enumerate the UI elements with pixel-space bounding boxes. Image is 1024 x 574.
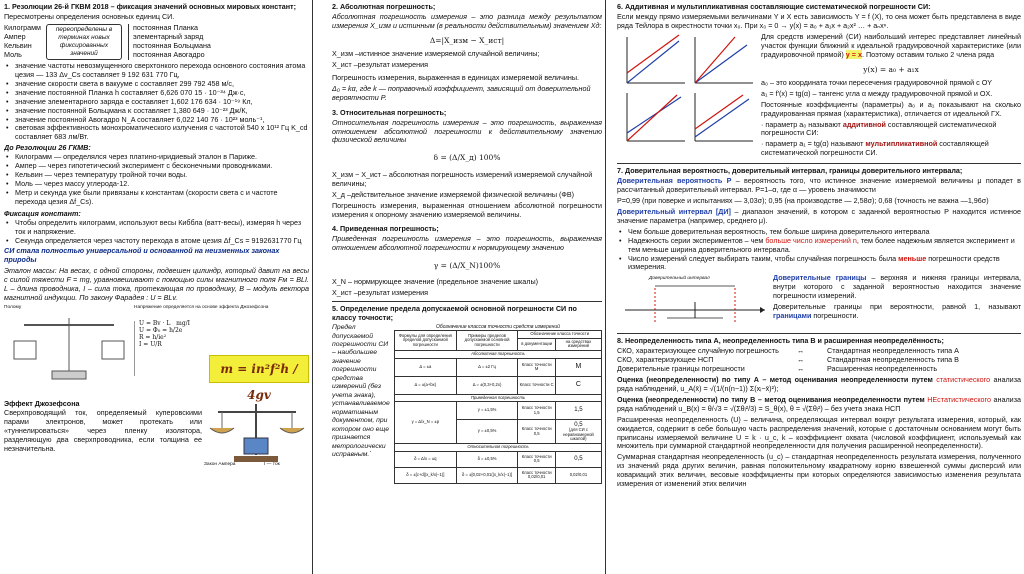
- x-ist-note: X_ист –результат измерения: [332, 59, 429, 69]
- josephson-text: Сверхпроводящий ток, определяемый куперовскими парами электронов, может протекать или «туннелироваться» через пленку изолятора, разделяющую два сверхпроводника, если толщина ее незначительна.: [4, 407, 202, 453]
- text-span: , тем более надежным является эксперимент и тем меньше ширина доверительного интервала.: [628, 235, 1015, 254]
- keyword: Доверительный интервал [ДИ]: [617, 206, 731, 216]
- table-cell: δ = ±[0,02+0,01(|x_k/x|−1)]: [456, 467, 518, 483]
- figure-label: Полому: [4, 305, 22, 310]
- table-cell: C: [555, 376, 601, 394]
- table-cell: γ = ±1,5%: [456, 402, 518, 420]
- map-arrow: ↔: [797, 346, 805, 356]
- keyword: больше число измерений n: [765, 235, 857, 245]
- table-cell: γ = Δ/x_N = ±p: [395, 402, 457, 444]
- graph-offset: [695, 37, 753, 83]
- map-right: Стандартная неопределенность типа А: [827, 346, 959, 356]
- text-span: – верхняя и нижняя границы интервала, внутри которого с заданной вероятностью находится значение погрешности измерений.: [773, 273, 1021, 301]
- section-title-7: 7. Доверительная вероятность, доверительный интервал, границы доверительного интервала;: [617, 166, 963, 176]
- rel-error-def: Относительная погрешность измерения – это погрешность, выраженная отношением абсолютной погрешности к действительному значению физической величины: [332, 117, 602, 145]
- table-row: [395, 467, 602, 483]
- unit-label: Кельвин: [4, 40, 32, 50]
- interval-diagram: [617, 274, 769, 330]
- calibration-block: [617, 33, 1021, 160]
- table-cell: Δ = ±a: [395, 358, 457, 376]
- column-divider: [605, 0, 606, 574]
- table-subheader: Абсолютная погрешность: [395, 351, 602, 359]
- divider: [332, 301, 602, 302]
- section-subtitle: Пересмотрены определения основных единиц СИ.: [4, 11, 175, 21]
- keyword: НЕстатистического: [927, 394, 992, 404]
- before-list: [4, 153, 309, 207]
- accuracy-class-block: [332, 324, 602, 484]
- highlight-formula: y = x: [845, 49, 862, 59]
- list-item: • Моль — через массу углерода-12.: [12, 180, 309, 189]
- rel-error-desc: Погрешность измерения, выраженная отношением абсолютной погрешности измерения к опорному значению измеряемой величины.: [332, 201, 602, 220]
- combined-uncertainty-def: Суммарная стандартная неопределенность (u_c) – стандартная неопределенность результата измерения, полученного из значений ряда других величин, равная положительному квадратному корню взвешенной суммы дисперсий или ковариаций этих величин, весовые коэффициенты при которых определяются зависимостью изменения результата измерения от изменений этих величин: [617, 452, 1021, 489]
- conf-prob-def: [617, 177, 1021, 195]
- constants-list: [4, 62, 309, 142]
- conf-prob-values: P=0,99 (при поверке и испытаниях — 3,03σ); 0,95 (на производстве — 2,58σ); 0,68 (точность не важна —1,96σ): [617, 195, 989, 205]
- list-item: • значение постоянной Планка h составляет 6,626 070 15 · 10⁻³⁴ Дж·с,: [12, 89, 309, 98]
- table-title: Обозначение классов точности средств измерений: [436, 324, 560, 331]
- table-cell: Класс точности 0,5: [518, 451, 555, 467]
- table-cell: δ = ±[c+d(|x_k/x|−1)]: [395, 467, 457, 483]
- constant-label: постоянная Больцмана: [133, 40, 211, 50]
- figure-label: Напряжение определяется на основе эффекта Джозефсона: [134, 305, 269, 310]
- calibration-text: [761, 33, 1021, 160]
- error-bounds-def: [773, 303, 1021, 321]
- table-header: Формулы для определения пределов допускаемой погрешности: [395, 331, 457, 351]
- table-cell: Класс точности 0,5: [518, 420, 555, 444]
- ampere-figure: [204, 400, 309, 473]
- table-header: на средствах измерений: [555, 338, 601, 350]
- additive-def: [761, 121, 1021, 139]
- text-span: Оценка (неопределенности) по типу А – метод оценивания неопределенности путем: [617, 375, 937, 385]
- limit-def: Предел допускаемой погрешности СИ – наибольшее значение погрешности средства измерений (без учета знака), устанавливаемое нормативным документом, при котором оно еще признается метрологически исправным.`: [332, 324, 390, 459]
- text-span: погрешности средств измерения.: [628, 253, 1000, 272]
- table-cell: δ = ±0,5%: [456, 451, 518, 467]
- keyword: аддитивной: [842, 119, 886, 129]
- type-a-def: [617, 376, 1021, 394]
- kibble-balance-diagram: [4, 313, 134, 383]
- red-error-note: X_ист –результат измерения: [332, 288, 429, 298]
- coef-def: Постоянные коэффициенты (параметры) a₀ и a₁ показывают на сколько градуированная прямая (характеристика), отличается от идеальной ГХ.: [761, 99, 1021, 118]
- table-header: Примеры пределов допускаемой основной погрешности: [456, 331, 518, 351]
- section-title-8: 8. Неопределенность типа A, неопределенность типа B и расширенная неопределённость;: [617, 336, 944, 346]
- map-left: СКО, характеризующее случайную погрешность: [617, 346, 779, 356]
- keyword: меньше: [898, 253, 927, 263]
- list-item: • световая эффективность монохроматического излучения с частотой 540 х 10¹² Гц K_cd составляет 683 лм/Вт.: [12, 124, 309, 142]
- divider: [617, 333, 1021, 334]
- fixation-heading: Фиксация констант:: [4, 208, 81, 218]
- abs-error-def: Абсолютная погрешность измерения – это разница между результатом измерения X_изм и истинным (в реальности действительным) значением Xд:: [332, 11, 602, 30]
- list-item: • значение скорости света в вакууме c составляет 299 792 458 м/с,: [12, 80, 309, 89]
- list-item: • Кельвин — через температуру тройной точки воды.: [12, 171, 309, 180]
- list-item: • Секунда определяется через частоту перехода в атоме цезия Δf_Cs = 9192631770 Гц: [12, 237, 309, 246]
- accuracy-class-table: [394, 330, 602, 484]
- abs-error-coef: Δ₀ = kα, где k — поправочный коэффициент, зависящий от доверительной вероятности P.: [332, 83, 591, 102]
- balance-illustration: [204, 400, 309, 470]
- table-subheader: Приведенная погрешность: [395, 394, 602, 402]
- list-item: • значение элементарного заряда e составляет 1,602 176 634 · 10⁻¹⁹ Кл,: [12, 98, 309, 107]
- column-middle: [332, 2, 602, 574]
- table-cell: [555, 420, 601, 444]
- table-header: Обозначение класса точности: [518, 331, 602, 339]
- table-cell: Класс точности C: [518, 376, 555, 394]
- graph-combined: [695, 93, 753, 141]
- graph-mult: [627, 93, 685, 141]
- conf-list: [617, 228, 1021, 273]
- list-item: • Чтобы определить килограмм, используют весы Киббла (ватт-весы), измеряя h через ток и напряжение.: [12, 219, 309, 237]
- text-span: Число измерений следует выбирать таким, чтобы случайная погрешность была: [628, 253, 899, 263]
- accuracy-class-table-wrap: [394, 324, 602, 484]
- constant-label: элементарный заряд: [133, 32, 204, 42]
- text-span: – диапазон значений, в котором с заданной вероятностью P находится истинное значение параметра (например, среднего μ).: [617, 206, 1021, 225]
- text-span: анализа ряда наблюдений u_B(x) = θ/√3 = √(Σθᵢ²/3) = S_θ(x), θ = √(Σθᵢ²) – без учета знака НСП: [617, 394, 1021, 413]
- list-item: • Метр и секунда уже были привязаны к константам (скорости света с и частоте перехода цезия Δf_Cs).: [12, 189, 309, 207]
- calibration-graphs: [617, 33, 757, 145]
- uncertainty-map: [617, 347, 1021, 374]
- table-cell: δ = Δ/x = ±q: [395, 451, 457, 467]
- list-item: [625, 237, 1021, 255]
- rel-error-note: X_д –действительное значение измеряемой физической величины (ФВ): [332, 189, 575, 199]
- graph-ideal: [627, 35, 685, 83]
- text-span: погрешности.: [811, 311, 859, 321]
- mass-etalon-text: Эталон массы: На весах, с одной стороны, подвешен цилиндр, который давит на весы с силой тяжести F = mg, уравновешивают с помощью силы магнитного поля Fм = BLI. L – длина проводника, I – сила тока, протекающая по проводнику, B – модуль вектора магнитной индукции. По закону Фарадея : U = BLv.: [4, 266, 309, 303]
- figure-caption: Закон Ампера: [204, 462, 236, 467]
- text-span: составляющей систематической погрешности СИ:: [761, 119, 997, 138]
- list-item: • значение постоянной Больцмана κ составляет 1,380 649 · 10⁻²³ Дж/К,: [12, 107, 309, 116]
- section-title-5: 5. Определение предела допускаемой основной погрешности СИ по классу точности;: [332, 304, 577, 323]
- table-row: [395, 451, 602, 467]
- multiplicative-def: [761, 140, 1021, 158]
- figure-caption: I — ток: [264, 462, 280, 467]
- map-row: [617, 365, 1021, 374]
- table-cell: Δ = ±(a+bx): [395, 376, 457, 394]
- table-cell: 0,5: [555, 451, 601, 467]
- column-right: [617, 2, 1021, 574]
- text-span: Оценка (неопределенности) по типу B – метод оценивания неопределенности путем: [617, 394, 928, 404]
- josephson-block: [4, 400, 309, 473]
- table-cell: 0,02/0,01: [555, 467, 601, 483]
- table-row: [395, 358, 602, 376]
- table-cell: γ = ±0,5%: [456, 420, 518, 444]
- text-span: · параметр a₁ = tg(α) называют: [761, 139, 866, 149]
- table-subheader: Относительная погрешность: [395, 444, 602, 452]
- equations-block: U = Bv · L mg/I U = Φ₀ = h/2e R = h/ie² I = U/R: [134, 321, 245, 376]
- section-title-6: 6. Аддитивная и мультипликативная составляющие систематической погрешности СИ:: [617, 2, 931, 11]
- rel-error-formula: δ = (Δ/X_д) 100%: [433, 153, 501, 163]
- table-cell: Класс точности 1,5: [518, 402, 555, 420]
- table-cell: Δ = ±(0,3+0,2x): [456, 376, 518, 394]
- red-error-formula: γ = (Δ/X_N)100%: [433, 261, 501, 271]
- conf-bounds-def: [773, 274, 1021, 301]
- keyword: Доверительная вероятность P: [617, 176, 732, 186]
- red-error-note: X_N – нормирующее значение (предельное значение шкалы): [332, 277, 539, 287]
- constant-label: постоянная Авогадро: [133, 49, 205, 59]
- type-b-def: [617, 396, 1021, 414]
- map-arrow: ↔: [797, 364, 805, 374]
- linear-formula: y(x) = a₀ + a₁x: [863, 64, 919, 74]
- mass-formula: m = in²f²h / 4gv: [209, 355, 309, 383]
- column-left: [4, 2, 309, 574]
- map-left: СКО, характеризующее НСП: [617, 355, 714, 365]
- keyword: статистического: [936, 375, 991, 385]
- table-row: [395, 402, 602, 420]
- section-title-2: 2. Абсолютная погрешность;: [332, 2, 436, 11]
- keyword: Доверительные границы: [773, 273, 867, 283]
- unit-label: Килограмм: [4, 23, 41, 33]
- table-header: в документации: [518, 338, 555, 350]
- table-row: [395, 376, 602, 394]
- interval-diagram-wrap: [617, 274, 769, 330]
- section-title-4: 4. Приведенная погрешность;: [332, 224, 439, 234]
- list-item: • Ампер — через гипотетический эксперимент с бесконечными проводниками.: [12, 162, 309, 171]
- kibble-balance-figure: [4, 305, 309, 400]
- text-span: Надежность серии экспериментов – чем: [628, 235, 766, 245]
- column-divider: [312, 0, 313, 574]
- text-span: анализа ряда наблюдений, u_A(x̄) = √(1/(n(n−1)) Σ(xᵢ−x̄)²);: [617, 375, 1021, 393]
- constant-label: постоянная Планка: [133, 23, 199, 33]
- expanded-uncertainty-def: Расширенная неопределенность (U) – величина, определяющая интервал вокруг результата измерения, который, как ожидается, содержит в себе большую часть распределения значений, которые с достаточным основанием могут быть приписаны измеряемой величине U = k · u_c, k – коэффициент охвата (числовой коэффициент, используемый как множитель при суммарной стандартной неопределенности для получения расширенной неопределенности).: [617, 414, 1021, 451]
- fixation-list: [4, 219, 309, 246]
- text-span: . Поэтому оставим только 2 члена ряда: [861, 49, 995, 59]
- conf-interval-def: [617, 208, 1021, 226]
- diagram-label: Доверительный интервал: [649, 276, 710, 282]
- resolution-heading: До Резолюции 26 ГКМВ:: [4, 143, 91, 153]
- section-title-1: 1. Резолюции 26-й ГКВМ 2018 – фиксация значений основных мировых констант;: [4, 2, 296, 11]
- text-span: Для средств измерений (СИ) наибольший интерес представляет линейный участок функции ближний к идеальной градуировочной характеристике (или градуировочной прямой): [761, 31, 1021, 59]
- red-error-def: Приведенная погрешность измерения – это погрешность, выраженная отношением абсолютной погрешности к нормирующему значению: [332, 234, 602, 253]
- table-row: [395, 351, 602, 359]
- map-right: Стандартная неопределенность типа В: [827, 355, 959, 365]
- map-right: Расширенная неопределенность: [827, 364, 938, 374]
- abs-error-formula: Δ=|X_изм − X_ист|: [429, 35, 505, 45]
- text-span: составляющей систематической погрешности СИ.: [761, 139, 989, 158]
- table-cell: Δ = ±2 Гц: [456, 358, 518, 376]
- table-note: (для СИ с неравномерной шкалой): [563, 427, 594, 442]
- divider: [617, 163, 1021, 164]
- x-izm-note: X_изм –истинное значение измеряемой случайной величины;: [332, 49, 540, 59]
- keyword: мультипликативной: [865, 139, 938, 149]
- list-item: • Чем больше доверительная вероятность, тем больше ширина доверительного интервала: [625, 228, 1021, 237]
- a0-def: a₀ – это координата точки пересечения градуировочной прямой с OY: [761, 77, 993, 87]
- table-row: [395, 444, 602, 452]
- text-span: Доверительные границы при вероятности, равной 1, называют: [773, 302, 1021, 312]
- conf-bounds-text: [773, 274, 1021, 330]
- keyword: границами: [773, 311, 812, 321]
- list-item: • значение частоты невозмущенного сверхтонкого перехода основного состояния атома цезия — 133 Δν_Cs составляет 9 192 631 770 Гц,: [12, 62, 309, 80]
- text-span: · параметр a₀ называют: [761, 119, 843, 129]
- si-statement: СИ стала полностью универсальной и основанной на неизменных законах природы: [4, 246, 280, 265]
- table-row: [395, 331, 602, 339]
- josephson-title: Эффект Джозефсона: [4, 399, 80, 408]
- list-item: • Килограмм — определялся через платино-иридиевый эталон в Париже.: [12, 153, 309, 162]
- map-arrow: ↔: [797, 355, 805, 365]
- table-cell: M: [555, 358, 601, 376]
- abs-error-note: Погрешность измерения, выраженная в единицах измеряемой величины.: [332, 72, 580, 82]
- class-symbol: 0,5: [574, 421, 583, 428]
- conf-bounds-block: [617, 274, 1021, 330]
- unit-label: Ампер: [4, 32, 26, 42]
- linear-section-text: [761, 33, 1021, 60]
- redefined-note: переопределены в терминах новых фиксированных значений: [46, 24, 122, 60]
- a1-def: a₁ = f′(x) = tg(α) – тангенс угла α между градуировочной прямой и OX.: [761, 88, 993, 98]
- map-left: Доверительные границы погрешности: [617, 364, 745, 374]
- table-cell: Класс точности M: [518, 358, 555, 376]
- unit-label: Моль: [4, 49, 22, 59]
- text-span: – вероятность того, что истинное значение измеряемой величины μ попадет в рассчитанный доверительный интервал. P=1–α, где α — уровень значимости: [617, 176, 1021, 195]
- taylor-text: Если между прямо измеряемыми величинами Y и X есть зависимость Y = f (X), то она может быть представлена в виде ряда Тейлора в окрестности точки x₀. При x₀ = 0 → y(x) = a₀ + a₁x + a₂x² … + aₙxⁿ.: [617, 11, 1021, 30]
- units-constants-map: [4, 24, 309, 60]
- list-item: • значение постоянной Авогадро N_A составляет 6,022 140 76 · 10²³ моль⁻¹,: [12, 116, 309, 125]
- table-row: [395, 394, 602, 402]
- rel-error-note: X_изм − X_ист – абсолютная погрешность измерений измеряемой случайной величины;: [332, 169, 593, 188]
- table-cell: Класс точности 0,02/0,01: [518, 467, 555, 483]
- table-cell: 1,5: [555, 402, 601, 420]
- section-title-3: 3. Относительная погрешность;: [332, 107, 447, 117]
- list-item: [625, 255, 1021, 273]
